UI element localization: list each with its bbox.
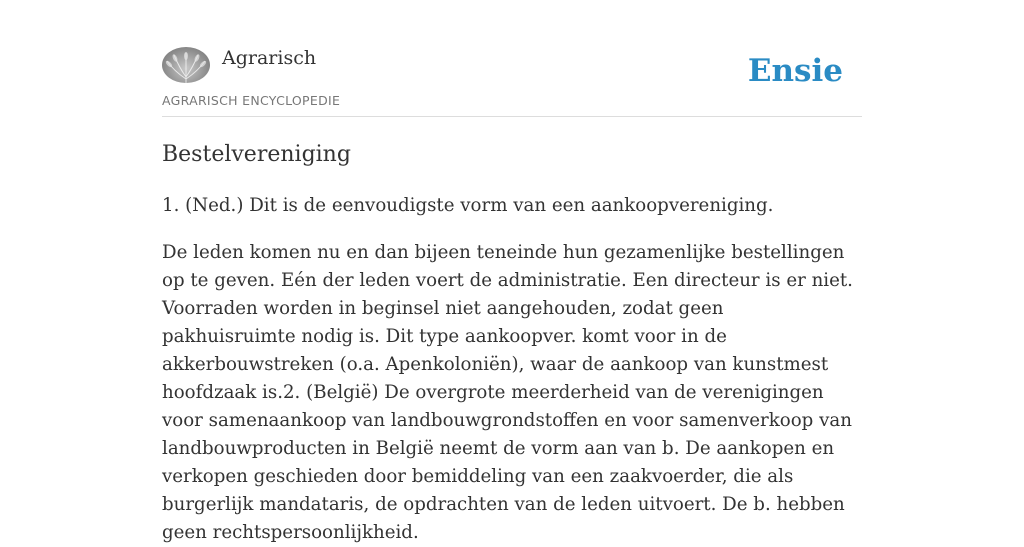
page-title: Bestelvereniging: [162, 142, 351, 167]
article-paragraph-2: De leden komen nu en dan bijeen teneinde hun gezamenlijke bestellingen op te geven. Eén der leden voert de administratie. Een directeur is er niet. Voorraden worden in beginsel niet aangehouden, zodat geen pakhuisruimte nodig is. Dit type aankoopver. komt voor in de akkerbouwstreken (o.a. Apenkoloniën), waar de aankoop van kunstmest hoofdzaak is.2. (België) De overgrote meerderheid van de verenigingen voor samenaankoop van landbouwgrondstoffen en voor samenverkoop van landbouwproducten in België neemt de vorm aan van b. De aankopen en verkopen geschieden door bemiddeling van een zaakvoerder, die als burgerlijk mandataris, de opdrachten van de leden uitvoert. De b. hebben geen rechtspersoonlijkheid.: [162, 242, 853, 543]
wheat-logo-icon[interactable]: [162, 47, 210, 83]
site-subtitle: AGRARISCH ENCYCLOPEDIE: [162, 93, 341, 108]
header: [162, 46, 862, 117]
article-paragraph-1: 1. (Ned.) Dit is de eenvoudigste vorm van een aankoopvereniging.: [162, 195, 774, 216]
page: [162, 0, 862, 543]
site-name[interactable]: Agrarisch: [222, 47, 317, 69]
brand-logo-link[interactable]: Ensie: [747, 53, 843, 89]
